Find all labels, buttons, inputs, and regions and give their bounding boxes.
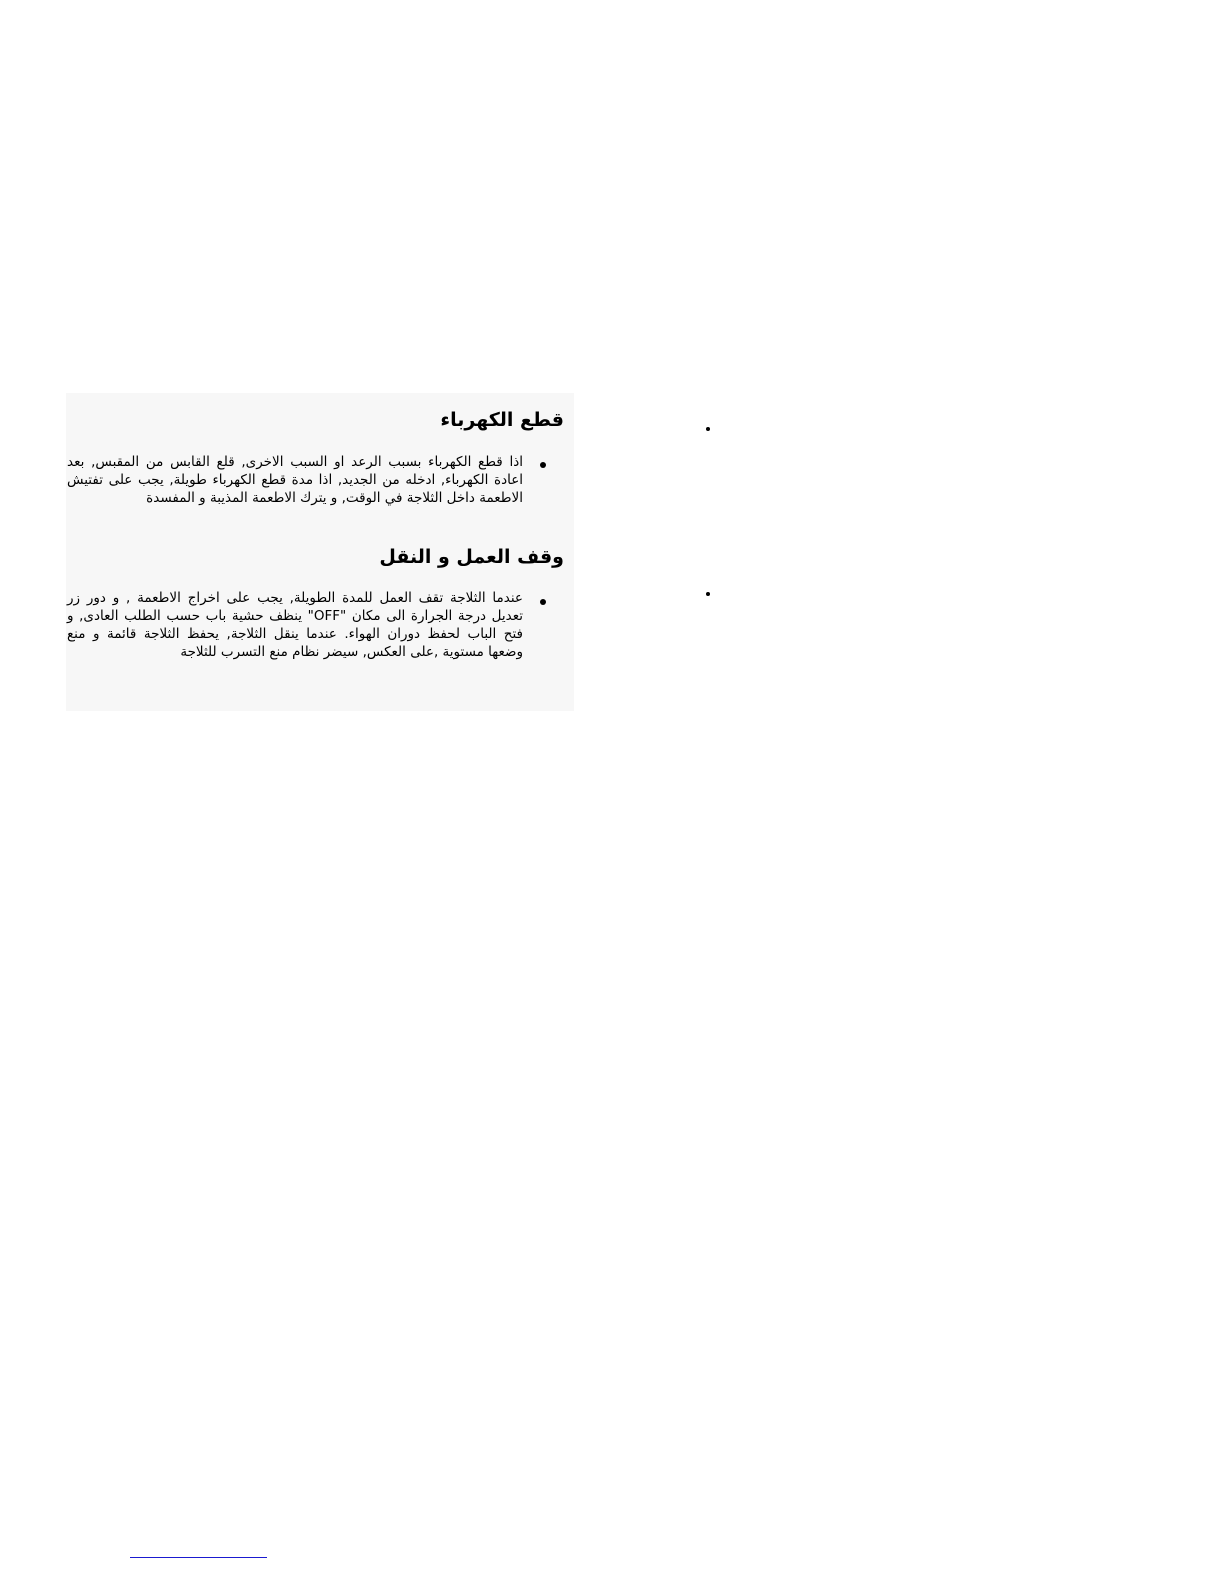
footnote-separator-line <box>130 1557 267 1558</box>
bullet-point-stop-transport <box>540 599 546 605</box>
section-body-power-cut: اذا قطع الكهرباء بسبب الرعد او السبب الاخرى, قلع القابس من المقبس, بعد اعادة الكهرباء, ادخله من الجديد, اذا مدة قطع الكهرباء طويلة, يجب على تفتيش الاطعمة داخل الثلاجة في الوقت, و يترك الاطعمة المذيبة و المفسدة <box>67 454 523 506</box>
stray-bullet-dot <box>706 592 710 596</box>
section-heading-power-cut: قطع الكهرباء <box>440 409 564 431</box>
section-heading-stop-transport: وقف العمل و النقل <box>379 546 564 568</box>
bullet-point-power-cut <box>540 462 546 468</box>
section-body-stop-transport: عندما الثلاجة تقف العمل للمدة الطويلة, يجب على اخراج الاطعمة , و دور زر تعديل درجة الجرارة الى مكان "OFF" ينظف حشية باب حسب الطلب العادى, و فتح الباب لحفظ دوران الهواء. عندما ينقل الثلاجة, يحفظ الثلاجة قائمة و منع وضعها مستوية ,على العكس, سيضر نظام منع التسرب للثلاجة <box>67 590 523 660</box>
stray-bullet-dot <box>706 427 710 431</box>
